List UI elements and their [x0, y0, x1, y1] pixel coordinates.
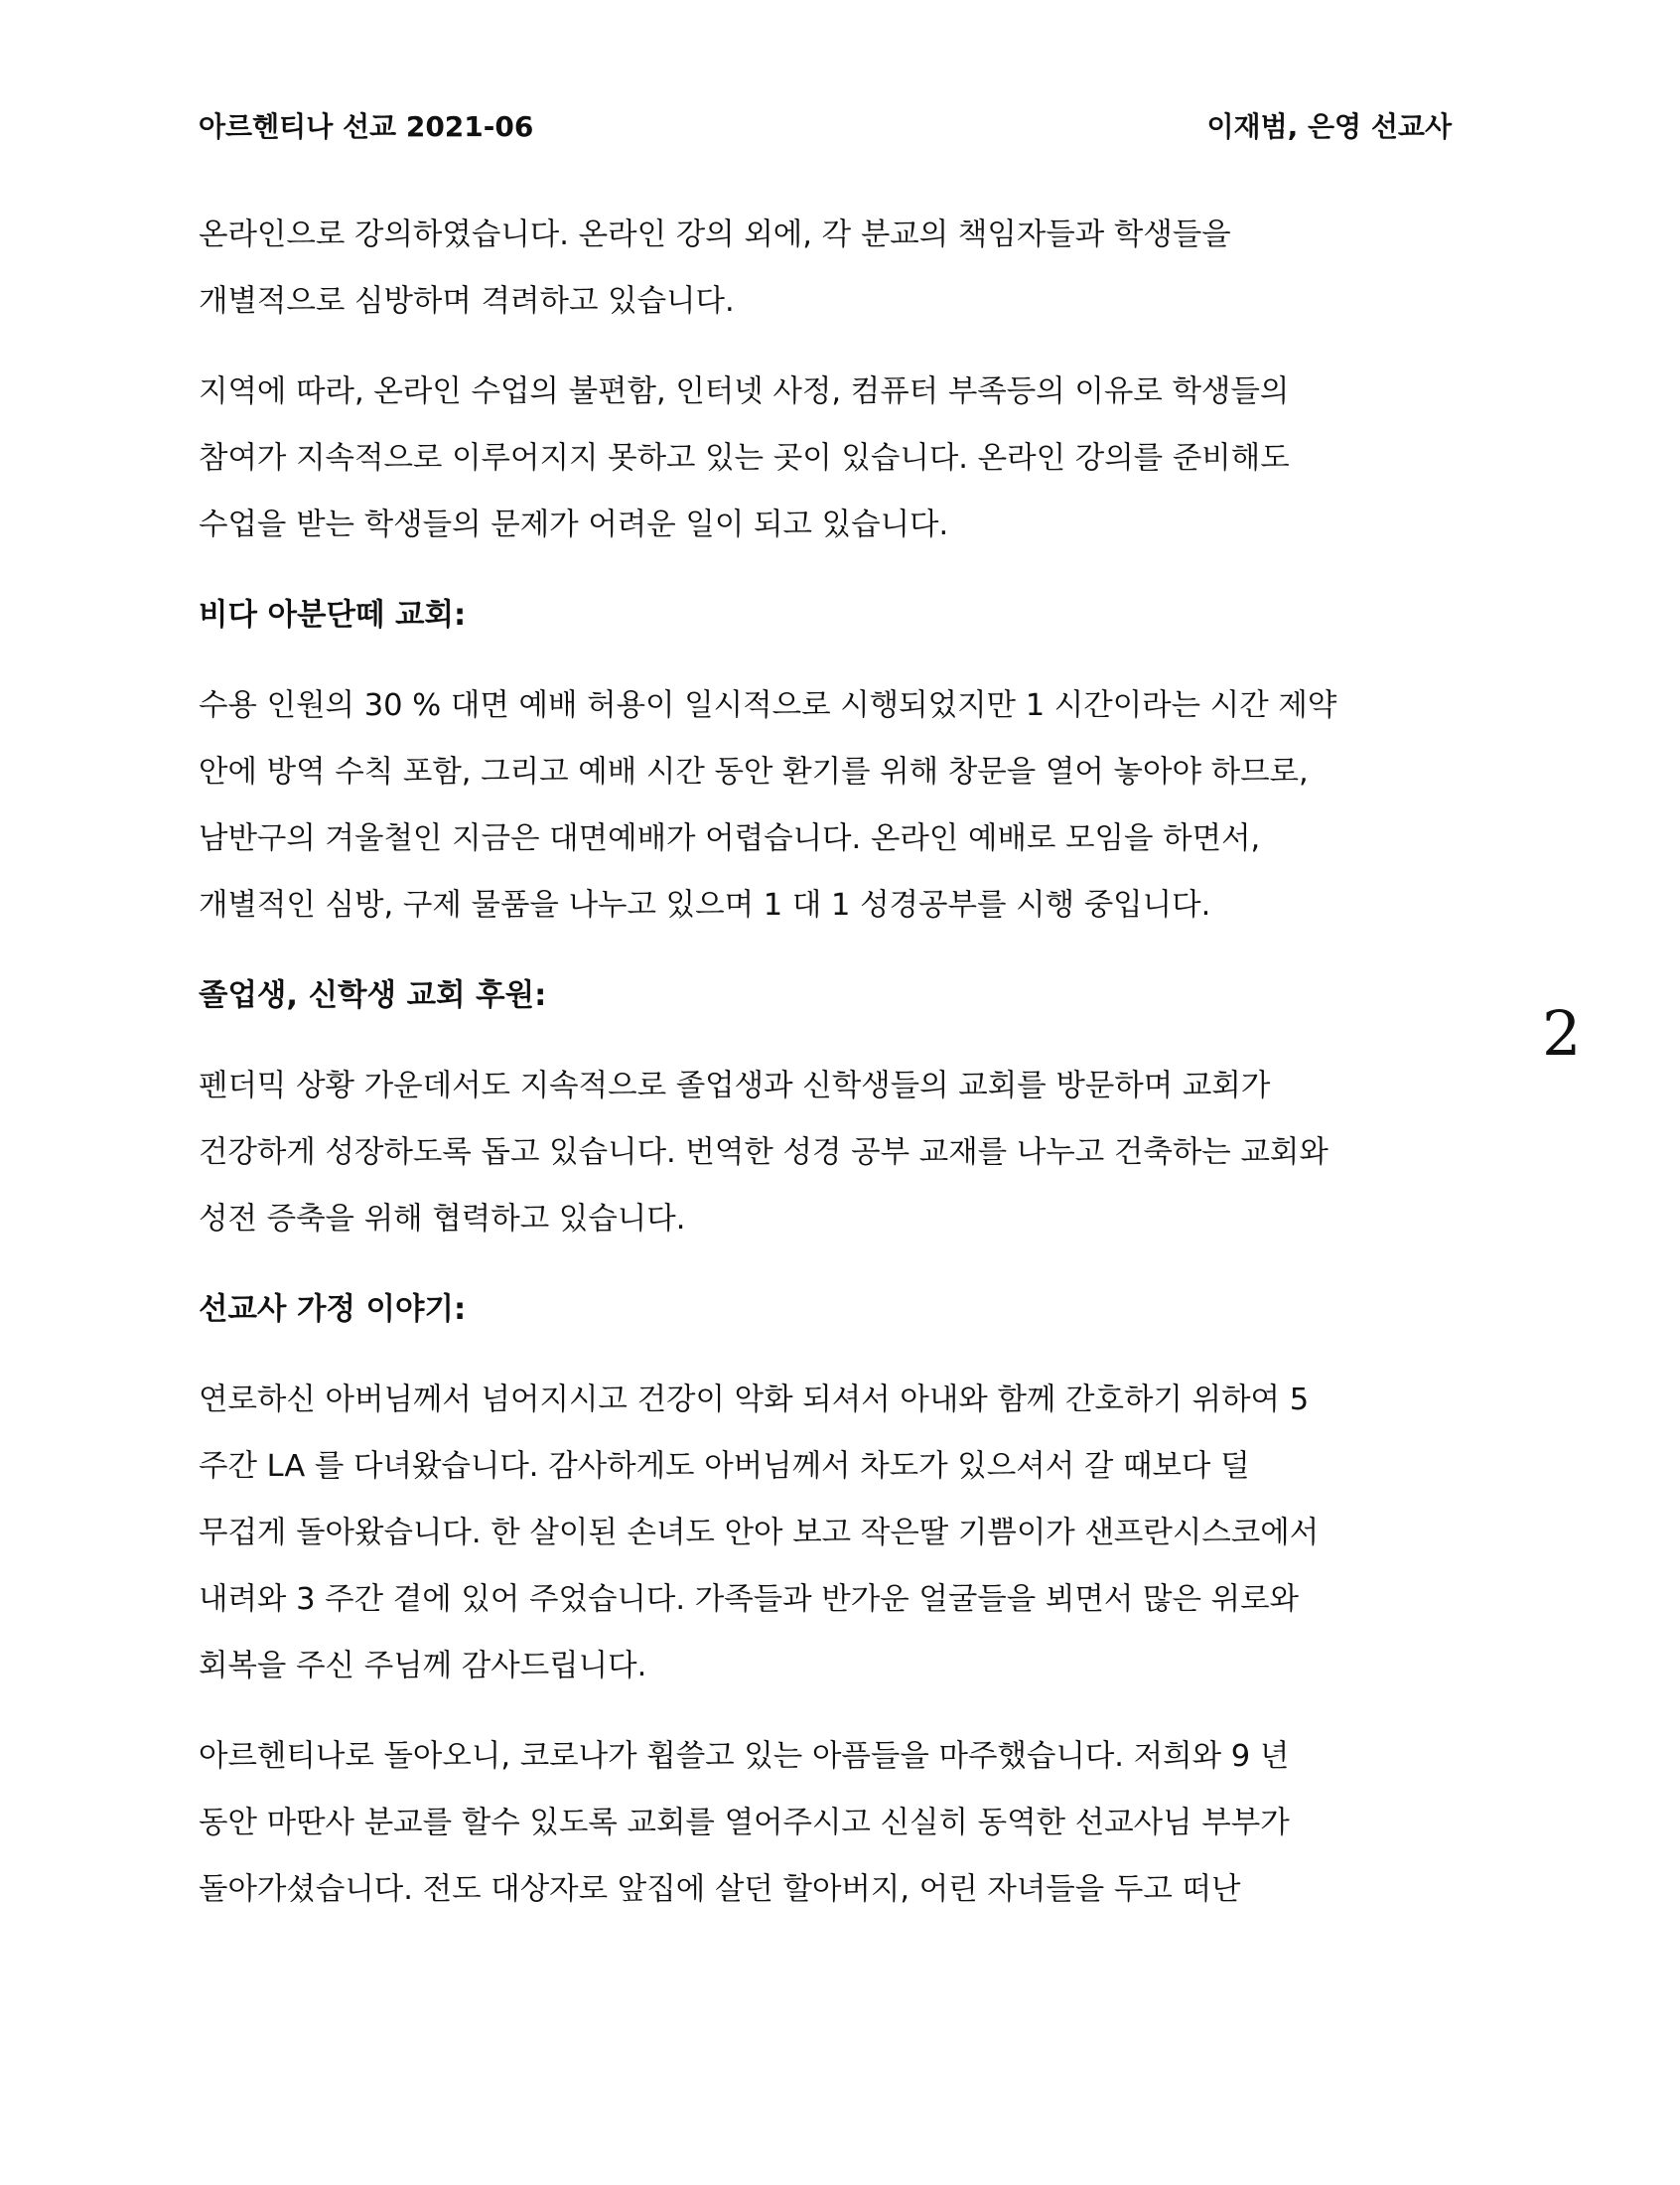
section-heading-vida-church: 비다 아분단떼 교회: [199, 598, 467, 633]
header-author: 이재범, 은영 선교사 [1206, 110, 1452, 143]
paragraph-online-lectures [199, 202, 1470, 335]
paragraph-return-argentina [199, 1723, 1470, 1923]
paragraph-family-story [199, 1367, 1470, 1699]
text-line: 개별적인 심방, 구제 물품을 나누고 있으며 1 대 1 성경공부를 시행 중입니다. [199, 888, 1211, 923]
text-line: 지역에 따라, 온라인 수업의 불편함, 인터넷 사정, 컴퓨터 부족등의 이유로 학생들의 [199, 374, 1290, 409]
text-line: 아르헨티나로 돌아오니, 코로나가 휩쓸고 있는 아픔들을 마주했습니다. 저희와 9 년 [199, 1739, 1290, 1774]
text-line: 안에 방역 수칙 포함, 그리고 예배 시간 동안 환기를 위해 창문을 열어 놓아야 하므로, [199, 755, 1309, 790]
text-line: 펜더믹 상황 가운데서도 지속적으로 졸업생과 신학생들의 교회를 방문하며 교회가 [199, 1069, 1271, 1103]
page-header [199, 107, 1452, 147]
text-line: 수용 인원의 30 % 대면 예배 허용이 일시적으로 시행되었지만 1 시간이라는 시간 제약 [199, 688, 1337, 723]
text-line: 돌아가셨습니다. 전도 대상자로 앞집에 살던 할아버지, 어린 자녀들을 두고 떠난 [199, 1872, 1241, 1907]
text-line: 개별적으로 심방하며 격려하고 있습니다. [199, 284, 735, 319]
text-line: 내려와 3 주간 곁에 있어 주었습니다. 가족들과 반가운 얼굴들을 뵈면서 많은 위로와 [199, 1582, 1300, 1617]
text-line: 수업을 받는 학생들의 문제가 어려운 일이 되고 있습니다. [199, 508, 949, 542]
text-line: 남반구의 겨울철인 지금은 대면예배가 어렵습니다. 온라인 예배로 모임을 하면서, [199, 821, 1261, 856]
text-line: 회복을 주신 주님께 감사드립니다. [199, 1649, 647, 1683]
text-line: 연로하신 아버님께서 넘어지시고 건강이 악화 되셔서 아내와 함께 간호하기 위하여 5 [199, 1383, 1310, 1417]
text-line: 참여가 지속적으로 이루어지지 못하고 있는 곳이 있습니다. 온라인 강의를 준비해도 [199, 441, 1290, 476]
text-line: 동안 마딴사 분교를 할수 있도록 교회를 열어주시고 신실히 동역한 선교사님 부부가 [199, 1806, 1290, 1840]
section-heading-family-story: 선교사 가정 이야기: [199, 1292, 467, 1327]
text-line: 주간 LA 를 다녀왔습니다. 감사하게도 아버님께서 차도가 있으셔서 갈 때보다 덜 [199, 1449, 1250, 1484]
text-line: 온라인으로 강의하였습니다. 온라인 강의 외에, 각 분교의 책임자들과 학생들을 [199, 218, 1231, 252]
page-number: 2 [1542, 997, 1582, 1070]
section-heading-graduate-support: 졸업생, 신학생 교회 후원: [199, 978, 547, 1013]
text-line: 건강하게 성장하도록 돕고 있습니다. 번역한 성경 공부 교재를 나누고 건축하는 교회와 [199, 1135, 1329, 1170]
text-line: 성전 증축을 위해 협력하고 있습니다. [199, 1202, 686, 1237]
paragraph-graduate-support [199, 1053, 1470, 1252]
text-line: 무겁게 돌아왔습니다. 한 살이된 손녀도 안아 보고 작은딸 기쁨이가 샌프란시스코에서 [199, 1516, 1320, 1550]
paragraph-participation [199, 359, 1470, 558]
paragraph-vida-church [199, 672, 1470, 939]
header-title: 아르헨티나 선교 2021-06 [199, 110, 534, 143]
document-body [199, 202, 1470, 1947]
